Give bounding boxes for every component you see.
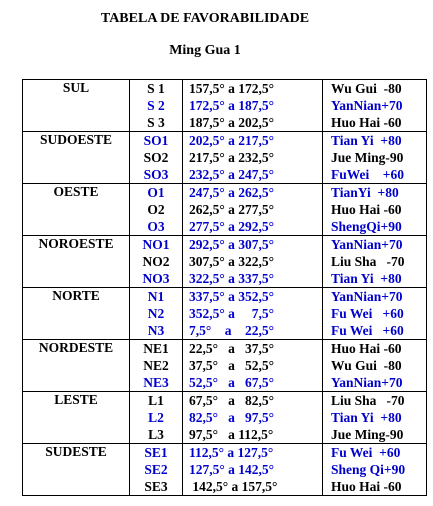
star-value: Huo Hai -60 (331, 479, 402, 494)
sector-code-cell (130, 288, 183, 340)
sector-code: N3 (147, 323, 165, 338)
star-value-cell (323, 392, 427, 444)
region-row (23, 288, 427, 340)
sector-code: L2 (148, 410, 164, 425)
sector-code: SO3 (143, 167, 169, 182)
star-value: ShengQi+90 (331, 219, 402, 234)
sector-code: S 3 (147, 115, 165, 130)
region-name: SUL (23, 80, 130, 132)
degree-range-cell (183, 132, 323, 184)
star-value-cell (323, 80, 427, 132)
sector-code-cell (130, 340, 183, 392)
degree-range: 7,5° a 22,5° (189, 323, 275, 338)
sector-code: L1 (148, 393, 164, 408)
sector-code: S 2 (147, 98, 165, 113)
region-name: OESTE (23, 184, 130, 236)
region-row (23, 132, 427, 184)
star-value-cell (323, 444, 427, 496)
degree-range: 157,5° a 172,5° (189, 81, 275, 96)
degree-range: 307,5° a 322,5° (189, 254, 275, 269)
sector-code: NO3 (142, 271, 170, 286)
sector-code-cell (130, 392, 183, 444)
star-value-cell (323, 236, 427, 288)
sector-code-cell (130, 132, 183, 184)
degree-range: 97,5° a 112,5° (189, 427, 274, 442)
region-name: NOROESTE (23, 236, 130, 288)
page-subtitle: Ming Gua 1 (169, 43, 241, 58)
star-value: YanNian+70 (331, 375, 403, 390)
degree-range: 67,5° a 82,5° (189, 393, 275, 408)
star-value: Fu Wei +60 (331, 323, 404, 338)
degree-range: 52,5° a 67,5° (189, 375, 275, 390)
star-value: YanNian+70 (331, 237, 403, 252)
degree-range: 187,5° a 202,5° (189, 115, 275, 130)
sector-code: L3 (148, 427, 164, 442)
degree-range-cell (183, 80, 323, 132)
sector-code: O3 (147, 219, 165, 234)
degree-range: 82,5° a 97,5° (189, 410, 275, 425)
degree-range: 112,5° a 127,5° (189, 445, 274, 460)
star-value-cell (323, 288, 427, 340)
star-value: Tian Yi +80 (331, 133, 402, 148)
region-row (23, 184, 427, 236)
region-row (23, 340, 427, 392)
sector-code: O1 (147, 185, 165, 200)
degree-range: 322,5° a 337,5° (189, 271, 275, 286)
sector-code: N1 (147, 289, 165, 304)
degree-range: 352,5° a 7,5° (189, 306, 275, 321)
degree-range-cell (183, 288, 323, 340)
star-value: TianYi +80 (331, 185, 399, 200)
region-row (23, 80, 427, 132)
star-value: Huo Hai -60 (331, 202, 402, 217)
sector-code: SO2 (143, 150, 169, 165)
region-name: SUDOESTE (23, 132, 130, 184)
degree-range-cell (183, 444, 323, 496)
degree-range: 217,5° a 232,5° (189, 150, 275, 165)
star-value: Jue Ming-90 (331, 150, 404, 165)
favorability-table-body (23, 80, 427, 496)
sector-code: NE2 (143, 358, 169, 373)
star-value-cell (323, 340, 427, 392)
degree-range: 277,5° a 292,5° (189, 219, 275, 234)
star-value: Fu Wei +60 (331, 445, 401, 460)
region-name: LESTE (23, 392, 130, 444)
sector-code-cell (130, 80, 183, 132)
degree-range: 232,5° a 247,5° (189, 167, 275, 182)
degree-range: 22,5° a 37,5° (189, 341, 275, 356)
degree-range: 127,5° a 142,5° (189, 462, 275, 477)
star-value: Fu Wei +60 (331, 306, 404, 321)
sector-code: SE2 (144, 462, 168, 477)
sector-code: NO2 (142, 254, 170, 269)
degree-range: 247,5° a 262,5° (189, 185, 275, 200)
star-value-cell (323, 184, 427, 236)
star-value: Tian Yi +80 (331, 271, 402, 286)
degree-range: 142,5° a 157,5° (189, 479, 278, 494)
sector-code: O2 (147, 202, 165, 217)
star-value: Jue Ming-90 (331, 427, 404, 442)
region-name: NORTE (23, 288, 130, 340)
degree-range: 262,5° a 277,5° (189, 202, 275, 217)
star-value: Tian Yi +80 (331, 410, 402, 425)
degree-range: 172,5° a 187,5° (189, 98, 275, 113)
star-value: FuWei +60 (331, 167, 404, 182)
region-name: NORDESTE (23, 340, 130, 392)
sector-code: N2 (147, 306, 165, 321)
star-value: Sheng Qi+90 (331, 462, 406, 477)
sector-code: SE3 (144, 479, 168, 494)
star-value: Wu Gui -80 (331, 81, 402, 96)
star-value: Liu Sha -70 (331, 254, 405, 269)
star-value: YanNian+70 (331, 289, 403, 304)
region-row (23, 392, 427, 444)
degree-range: 202,5° a 217,5° (189, 133, 275, 148)
degree-range: 37,5° a 52,5° (189, 358, 275, 373)
star-value: Huo Hai -60 (331, 115, 402, 130)
sector-code-cell (130, 444, 183, 496)
page-title: TABELA DE FAVORABILIDADE (100, 11, 310, 26)
degree-range-cell (183, 236, 323, 288)
degree-range-cell (183, 340, 323, 392)
star-value: YanNian+70 (331, 98, 403, 113)
sector-code: SE1 (144, 445, 168, 460)
sector-code: NE3 (143, 375, 169, 390)
sector-code-cell (130, 184, 183, 236)
sector-code: SO1 (143, 133, 169, 148)
sector-code-cell (130, 236, 183, 288)
sector-code: NO1 (142, 237, 170, 252)
region-name: SUDESTE (23, 444, 130, 496)
sector-code: NE1 (143, 341, 169, 356)
star-value: Liu Sha -70 (331, 393, 405, 408)
star-value-cell (323, 132, 427, 184)
favorability-table (22, 79, 427, 496)
region-row (23, 236, 427, 288)
star-value: Huo Hai -60 (331, 341, 402, 356)
sector-code: S 1 (147, 81, 165, 96)
region-row (23, 444, 427, 496)
star-value: Wu Gui -80 (331, 358, 402, 373)
degree-range-cell (183, 184, 323, 236)
degree-range-cell (183, 392, 323, 444)
degree-range: 292,5° a 307,5° (189, 237, 275, 252)
degree-range: 337,5° a 352,5° (189, 289, 275, 304)
